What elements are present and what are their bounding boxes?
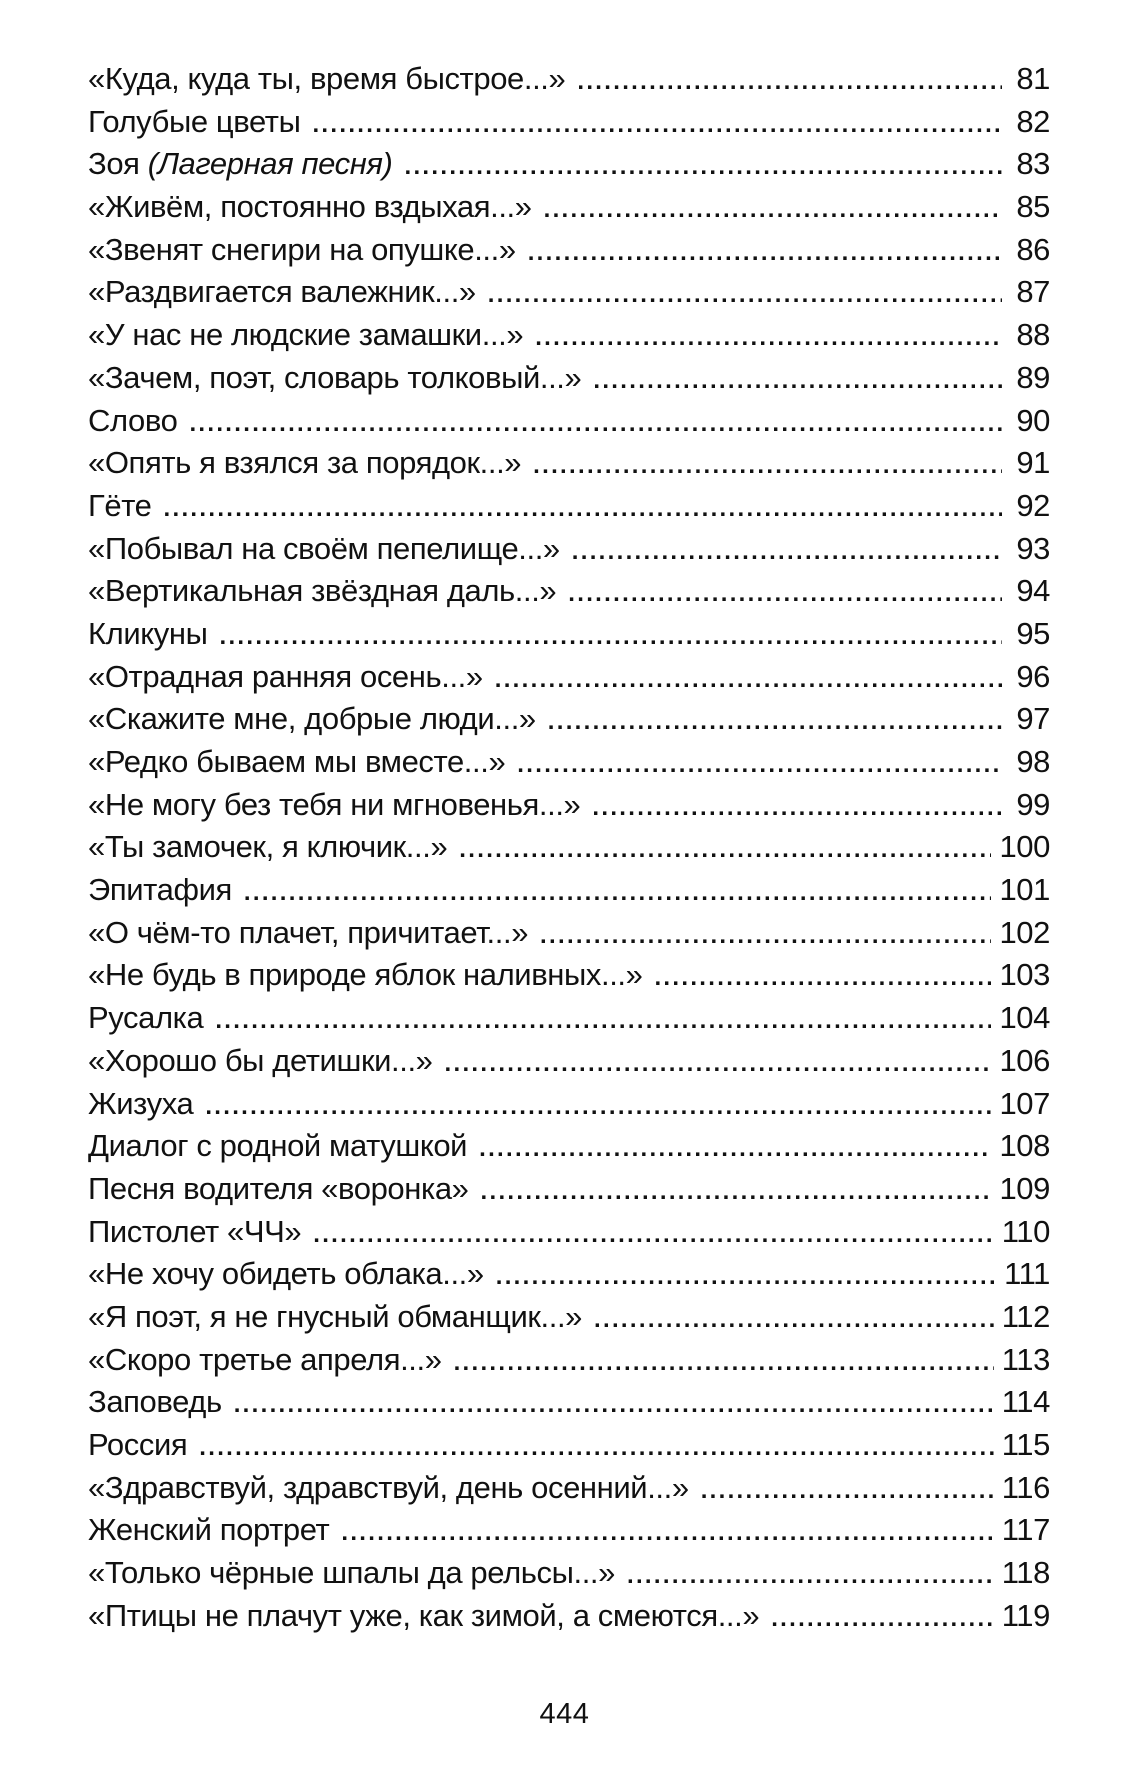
- toc-entry-page: 94: [1016, 573, 1050, 609]
- toc-entry-title: «Скажите мне, добрые люди...»: [88, 701, 536, 737]
- toc-entry: [88, 229, 1050, 272]
- dot-leader: [593, 360, 1002, 403]
- toc-entry-title: «Раздвигается валежник...»: [88, 274, 476, 310]
- dot-leader: [199, 1427, 994, 1470]
- toc-entry-page: 112: [1001, 1298, 1050, 1334]
- toc-entry-title: «Здравствуй, здравствуй, день осенний...»: [88, 1469, 689, 1505]
- toc-entry-title: Кликуны: [88, 615, 208, 651]
- dot-leader: [528, 232, 1002, 275]
- toc-entry-title: «Я поэт, я не гнусный обманщик...»: [88, 1298, 583, 1334]
- toc-entry: [88, 1381, 1050, 1424]
- toc-entry-page: 93: [1016, 530, 1050, 566]
- toc-entry-title: «О чём-то плачет, причитает...»: [88, 914, 529, 950]
- toc-entry-page: 114: [1001, 1384, 1050, 1420]
- toc-entry-page: 115: [1001, 1427, 1050, 1462]
- dot-leader: [234, 1384, 994, 1427]
- toc-entry-page: 111: [1004, 1256, 1050, 1292]
- toc-entry-title: «У нас не людские замашки...»: [88, 317, 524, 353]
- toc-entry-page: 117: [1001, 1512, 1050, 1548]
- toc-entry: [88, 528, 1050, 571]
- toc-entry-page: 100: [999, 829, 1050, 865]
- toc-entry: [88, 314, 1050, 357]
- toc-entry-page: 101: [999, 872, 1050, 908]
- toc-entry: [88, 1125, 1050, 1168]
- toc-entry-page: 103: [999, 957, 1050, 993]
- toc-entry-page: 107: [999, 1085, 1050, 1121]
- dot-leader: [479, 1128, 991, 1171]
- dot-leader: [205, 1086, 991, 1129]
- toc-entry-page: 81: [1016, 61, 1050, 96]
- toc-entry-page: 82: [1016, 103, 1050, 139]
- dot-leader: [592, 787, 1002, 830]
- toc-entry-page: 118: [1001, 1555, 1050, 1591]
- toc-entry: [88, 698, 1050, 741]
- toc-entry-page: 91: [1016, 445, 1050, 481]
- toc-entry: [88, 1040, 1050, 1083]
- toc-entry: [88, 1211, 1050, 1254]
- toc-entry-page: 87: [1016, 274, 1050, 310]
- dot-leader: [312, 104, 1002, 147]
- toc-entry-page: 90: [1016, 402, 1050, 438]
- toc-entry: [88, 954, 1050, 997]
- toc-entry-title: Слово: [88, 402, 178, 438]
- dot-leader: [459, 829, 991, 872]
- toc-entry-title: «Вертикальная звёздная даль...»: [88, 573, 557, 609]
- toc-entry-page: 110: [1001, 1213, 1050, 1249]
- dot-leader: [517, 744, 1002, 787]
- toc-entry: [88, 656, 1050, 699]
- dot-leader: [454, 1342, 994, 1385]
- toc-entry-page: 109: [999, 1170, 1050, 1206]
- toc-entry-page: 88: [1016, 317, 1050, 353]
- toc-entry-page: 119: [1001, 1597, 1050, 1633]
- toc-entry: [88, 1253, 1050, 1296]
- toc-entry: [88, 1467, 1050, 1510]
- toc-entry: [88, 826, 1050, 869]
- toc-entry: [88, 58, 1050, 101]
- dot-leader: [701, 1470, 994, 1513]
- toc-entry: [88, 1424, 1050, 1467]
- toc-entry: [88, 400, 1050, 443]
- toc-entry-page: 95: [1016, 615, 1050, 651]
- toc-entry-page: 104: [999, 1000, 1050, 1036]
- toc-entry: [88, 143, 1050, 186]
- dot-leader: [548, 701, 1002, 744]
- toc-entry-page: 116: [1001, 1469, 1050, 1505]
- toc-entry-page: 97: [1016, 701, 1050, 737]
- toc-entry-page: 99: [1016, 786, 1050, 822]
- dot-leader: [481, 1171, 992, 1214]
- dot-leader: [445, 1043, 992, 1086]
- dot-leader: [535, 317, 1002, 360]
- toc-entry: [88, 1296, 1050, 1339]
- dot-leader: [568, 573, 1002, 616]
- toc-entry: [88, 1339, 1050, 1382]
- dot-leader: [654, 957, 991, 1000]
- dot-leader: [189, 403, 1002, 446]
- toc-entry-page: 85: [1016, 189, 1050, 225]
- toc-entry: [88, 442, 1050, 485]
- toc-entry: [88, 186, 1050, 229]
- toc-entry-title: Женский портрет: [88, 1512, 330, 1548]
- toc-entry: [88, 997, 1050, 1040]
- toc-entry-title: Жизуха: [88, 1085, 194, 1121]
- dot-leader: [495, 659, 1002, 702]
- toc-entry-page: 102: [999, 914, 1050, 950]
- dot-leader: [404, 146, 1002, 189]
- toc-entry-title: «Зачем, поэт, словарь толковый...»: [88, 359, 582, 395]
- toc-entry-subtitle: (Лагерная песня): [147, 146, 393, 182]
- toc-entry-title: «Хорошо бы детишки...»: [88, 1042, 433, 1078]
- toc-entry-page: 89: [1016, 359, 1050, 395]
- toc-entry-page: 113: [1001, 1341, 1050, 1377]
- toc-entry: [88, 570, 1050, 613]
- dot-leader: [533, 445, 1002, 488]
- dot-leader: [219, 616, 1002, 659]
- toc-entry-title: «Редко бываем мы вместе...»: [88, 744, 506, 779]
- dot-leader: [771, 1598, 994, 1641]
- dot-leader: [313, 1214, 994, 1257]
- toc-entry: [88, 101, 1050, 144]
- toc-entry-title: Эпитафия: [88, 872, 232, 908]
- dot-leader: [594, 1299, 994, 1342]
- toc-entry: [88, 1168, 1050, 1211]
- toc-entry-title: Голубые цветы: [88, 103, 301, 139]
- table-of-contents: [88, 58, 1050, 1637]
- dot-leader: [544, 189, 1002, 232]
- toc-entry-page: 86: [1016, 231, 1050, 267]
- toc-entry-page: 83: [1016, 146, 1050, 182]
- toc-entry-title: «Опять я взялся за порядок...»: [88, 445, 522, 481]
- toc-entry-title: [88, 143, 392, 186]
- toc-entry: [88, 741, 1050, 784]
- dot-leader: [488, 274, 1002, 317]
- toc-entry-page: 96: [1016, 658, 1050, 694]
- toc-entry: [88, 485, 1050, 528]
- toc-entry-title: «Ты замочек, я ключик...»: [88, 829, 448, 865]
- toc-entry: [88, 1083, 1050, 1126]
- toc-entry: [88, 869, 1050, 912]
- toc-entry: [88, 784, 1050, 827]
- dot-leader: [627, 1555, 994, 1598]
- toc-entry: [88, 613, 1050, 656]
- toc-entry-page: 98: [1016, 744, 1050, 779]
- toc-entry: [88, 357, 1050, 400]
- toc-entry-title: «Скоро третье апреля...»: [88, 1341, 442, 1377]
- toc-entry-title: «Не хочу обидеть облака...»: [88, 1256, 484, 1292]
- toc-entry: [88, 1509, 1050, 1552]
- toc-entry-title: Песня водителя «воронка»: [88, 1170, 469, 1206]
- toc-entry-title: «Птицы не плачут уже, как зимой, а смеются...»: [88, 1597, 760, 1633]
- page-number: 444: [539, 1698, 590, 1730]
- dot-leader: [577, 61, 1002, 104]
- toc-entry-title: Диалог с родной матушкой: [88, 1128, 468, 1164]
- toc-entry-title: Россия: [88, 1427, 188, 1462]
- toc-entry: [88, 271, 1050, 314]
- dot-leader: [572, 531, 1002, 574]
- dot-leader: [341, 1512, 993, 1555]
- toc-entry-title: «Отрадная ранняя осень...»: [88, 658, 483, 694]
- toc-entry-title: «Не будь в природе яблок наливных...»: [88, 957, 643, 993]
- dot-leader: [244, 872, 992, 915]
- dot-leader: [496, 1256, 996, 1299]
- dot-leader: [540, 915, 991, 958]
- toc-entry-title: «Только чёрные шпалы да рельсы...»: [88, 1555, 615, 1591]
- toc-entry-page: 92: [1016, 487, 1050, 523]
- dot-leader: [164, 488, 1002, 531]
- toc-entry-page: 108: [999, 1128, 1050, 1164]
- toc-entry: [88, 1552, 1050, 1595]
- toc-entry-title: «Куда, куда ты, время быстрое...»: [88, 61, 566, 96]
- toc-entry: [88, 1595, 1050, 1638]
- toc-entry-title: Гёте: [88, 487, 152, 523]
- toc-entry: [88, 912, 1050, 955]
- toc-entry-title: «Живём, постоянно вздыхая...»: [88, 189, 532, 225]
- toc-entry-title-main: Зоя: [88, 146, 140, 182]
- toc-entry-title: «Звенят снегири на опушке...»: [88, 231, 516, 267]
- toc-entry-title: Русалка: [88, 1000, 204, 1036]
- toc-entry-page: 106: [999, 1042, 1050, 1078]
- toc-entry-title: Пистолет «ЧЧ»: [88, 1213, 302, 1249]
- dot-leader: [215, 1000, 991, 1043]
- toc-entry-title: Заповедь: [88, 1384, 222, 1420]
- toc-entry-title: «Побывал на своём пепелище...»: [88, 530, 560, 566]
- toc-entry-title: «Не могу без тебя ни мгновенья...»: [88, 786, 581, 822]
